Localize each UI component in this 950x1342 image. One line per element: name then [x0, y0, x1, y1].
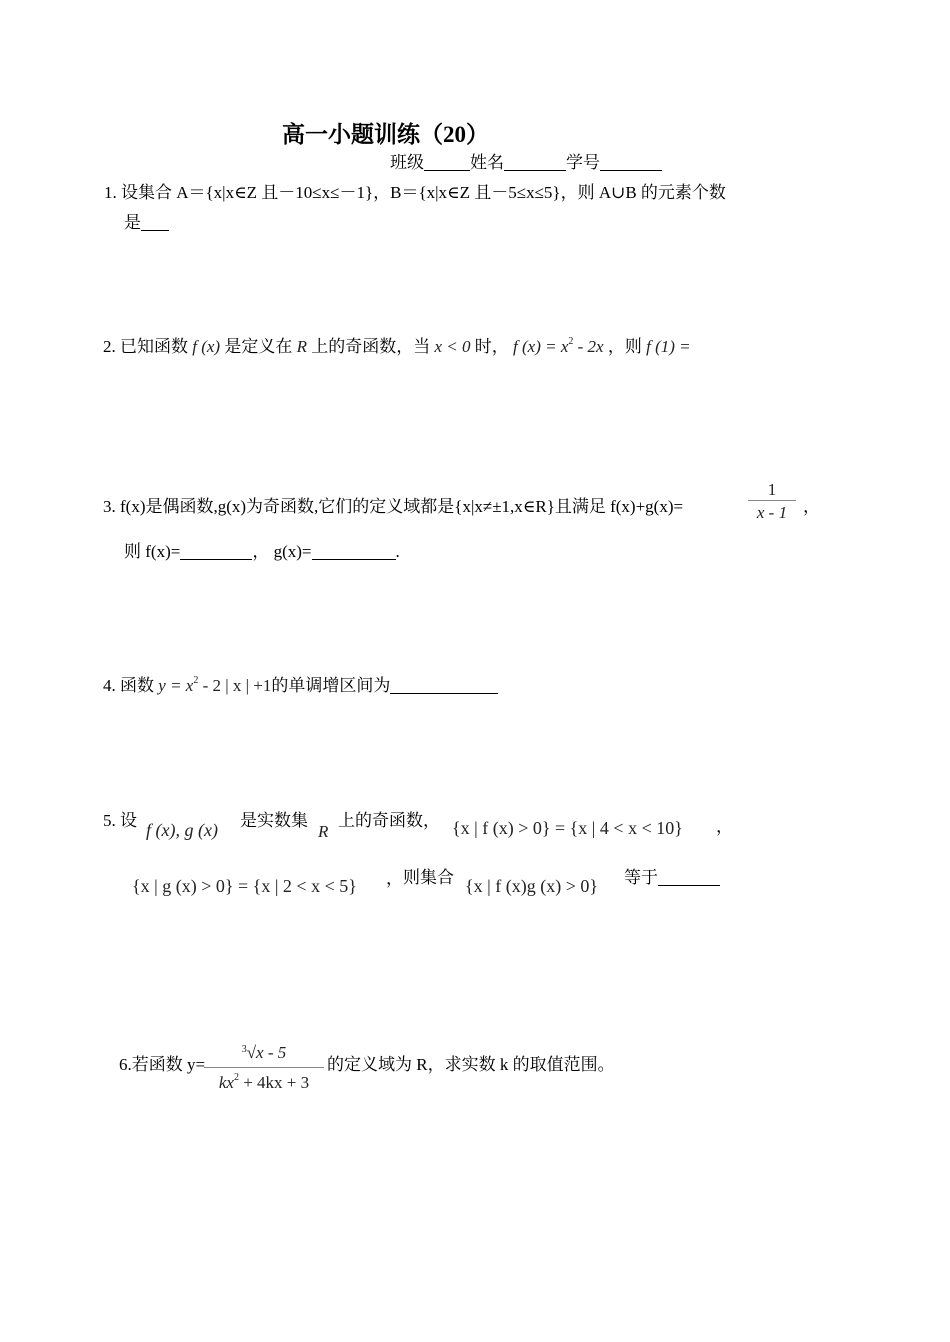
student-info — [390, 148, 662, 173]
q5-R: R — [318, 822, 329, 841]
q1-line1: 1. 设集合 A＝{x|x∈Z 且－10≤x≤－1}，B＝{x|x∈Z 且－5≤x≤5}，则 A∪B 的元素个数 — [104, 183, 726, 202]
q6-radical: √x - 5 — [246, 1043, 287, 1062]
q4-expr-tail: - 2 | x | +1 — [198, 676, 272, 695]
q1-answer-blank[interactable] — [141, 214, 169, 231]
q3-line2a: 则 f(x)= — [124, 542, 181, 561]
q4-lead: 4. 函数 — [103, 676, 154, 695]
q6-den-a: kx — [218, 1073, 234, 1092]
q2-ask: f (1) = — [646, 337, 691, 356]
q6-fraction — [204, 1043, 324, 1093]
id-blank[interactable] — [600, 154, 662, 171]
q3-fraction-bar — [748, 500, 796, 501]
q3-line1: 3. f(x)是偶函数,g(x)为奇函数,它们的定义域都是{x|x≠±1,x∈R}且满足 f(x)+g(x)= — [103, 497, 684, 516]
q6-lead: 6.若函数 y= — [119, 1055, 206, 1074]
q5-answer-blank[interactable] — [658, 869, 720, 886]
q2-R: R — [296, 337, 307, 356]
q2-expr: f (x) = x — [513, 337, 569, 356]
q5-funcs: f (x), g (x) — [146, 820, 218, 840]
q4 — [103, 671, 498, 696]
q3-line2c: . — [395, 542, 400, 561]
id-label: 学号 — [566, 153, 600, 172]
q2-mid1: 是定义在 — [224, 337, 293, 356]
page-title: 高一小题训练（20） — [282, 122, 489, 147]
q6-fraction-bar — [204, 1067, 324, 1068]
q5-mid3: 则集合 — [403, 868, 454, 887]
q5-comma2: ， — [386, 869, 403, 888]
q5-lead: 5. 设 — [103, 811, 137, 830]
q6-den-b: + 4kx + 3 — [238, 1073, 310, 1092]
q3-line2 — [124, 537, 400, 562]
q5-tail — [624, 863, 720, 888]
q3-denominator: x - 1 — [756, 503, 788, 522]
q3-f-blank[interactable] — [180, 543, 252, 560]
q3-line2b: ， g(x)= — [252, 542, 312, 561]
q4-expr: y = x — [158, 676, 194, 695]
q2-lead: 2. 已知函数 — [103, 337, 188, 356]
q6-root-index: 3 — [241, 1044, 247, 1055]
q2-mid2: 上的奇函数，当 — [311, 337, 431, 356]
q2-mid3: 时， — [474, 337, 509, 356]
q5-mid1: 是实数集 — [240, 811, 308, 830]
q2-expr-tail: - 2x — [573, 337, 604, 356]
name-blank[interactable] — [504, 154, 566, 171]
name-label: 姓名 — [470, 153, 504, 172]
q2-condition: x < 0 — [434, 337, 471, 356]
q4-answer-blank[interactable] — [390, 677, 498, 694]
q6-denominator — [204, 1072, 324, 1093]
q6-den-exp: 2 — [233, 1072, 239, 1083]
class-blank[interactable] — [424, 154, 470, 171]
q3-fraction — [748, 480, 796, 523]
q6-numerator — [204, 1043, 324, 1063]
q1-line2 — [124, 208, 169, 233]
q2 — [103, 332, 691, 357]
q3-comma: ， — [803, 497, 820, 516]
q5-set1: {x | f (x) > 0} = {x | 4 < x < 10} — [452, 818, 683, 838]
class-label: 班级 — [390, 153, 424, 172]
q5-mid2: 上的奇函数， — [338, 811, 440, 830]
q2-fx: f (x) — [192, 337, 221, 356]
q2-mid4: ，则 — [607, 337, 642, 356]
q5-tail-text: 等于 — [624, 868, 658, 887]
q4-tail: 的单调增区间为 — [271, 676, 391, 695]
q5-comma1: ， — [716, 817, 733, 836]
q5-set2: {x | g (x) > 0} = {x | 2 < x < 5} — [132, 876, 357, 896]
q6-tail: 的定义域为 R，求实数 k 的取值范围。 — [327, 1055, 615, 1074]
q3-g-blank[interactable] — [312, 543, 396, 560]
q3-numerator: 1 — [767, 480, 777, 499]
q1-line2-text: 是 — [124, 213, 141, 232]
q5-set3: {x | f (x)g (x) > 0} — [465, 876, 599, 896]
q2-exp: 2 — [568, 336, 574, 347]
q4-exp: 2 — [193, 675, 199, 686]
